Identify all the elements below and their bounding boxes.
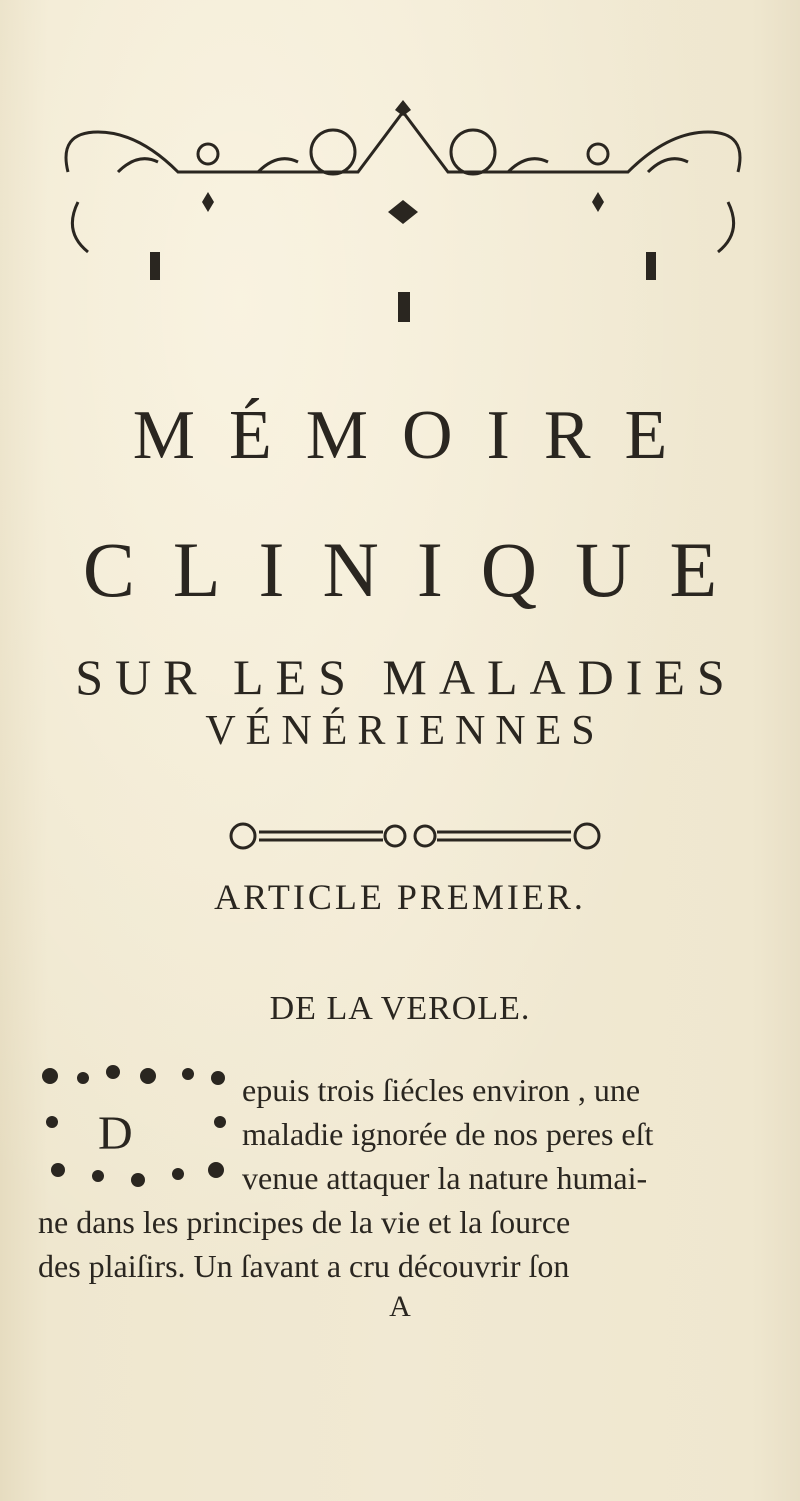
title-veneriennes: VÉNÉRIENNES xyxy=(205,708,605,754)
body-line-5: des plaiſirs. Un ſavant a cru découvrir ſon xyxy=(38,1248,570,1284)
title-memoire: MÉMOIRE xyxy=(132,397,702,474)
article-heading: ARTICLE PREMIER. xyxy=(214,877,586,917)
decorative-rule xyxy=(225,818,605,854)
headpiece-ornament xyxy=(58,92,748,332)
dropcap-letter: D xyxy=(98,1107,133,1160)
dropcap-ornament xyxy=(38,1062,238,1192)
body-line-1: epuis trois ſiécles environ , une xyxy=(242,1072,641,1108)
signature-mark: A xyxy=(389,1290,411,1323)
body-line-4: ne dans les principes de la vie et la ſource xyxy=(38,1204,571,1240)
title-clinique: CLINIQUE xyxy=(82,526,756,613)
body-line-3: venue attaquer la nature humai- xyxy=(242,1160,648,1196)
chapter-subheading: DE LA VEROLE. xyxy=(269,990,531,1027)
body-line-2: maladie ignorée de nos peres eſt xyxy=(242,1116,654,1152)
title-sur-les-maladies: SUR LES MALADIES xyxy=(75,649,737,705)
